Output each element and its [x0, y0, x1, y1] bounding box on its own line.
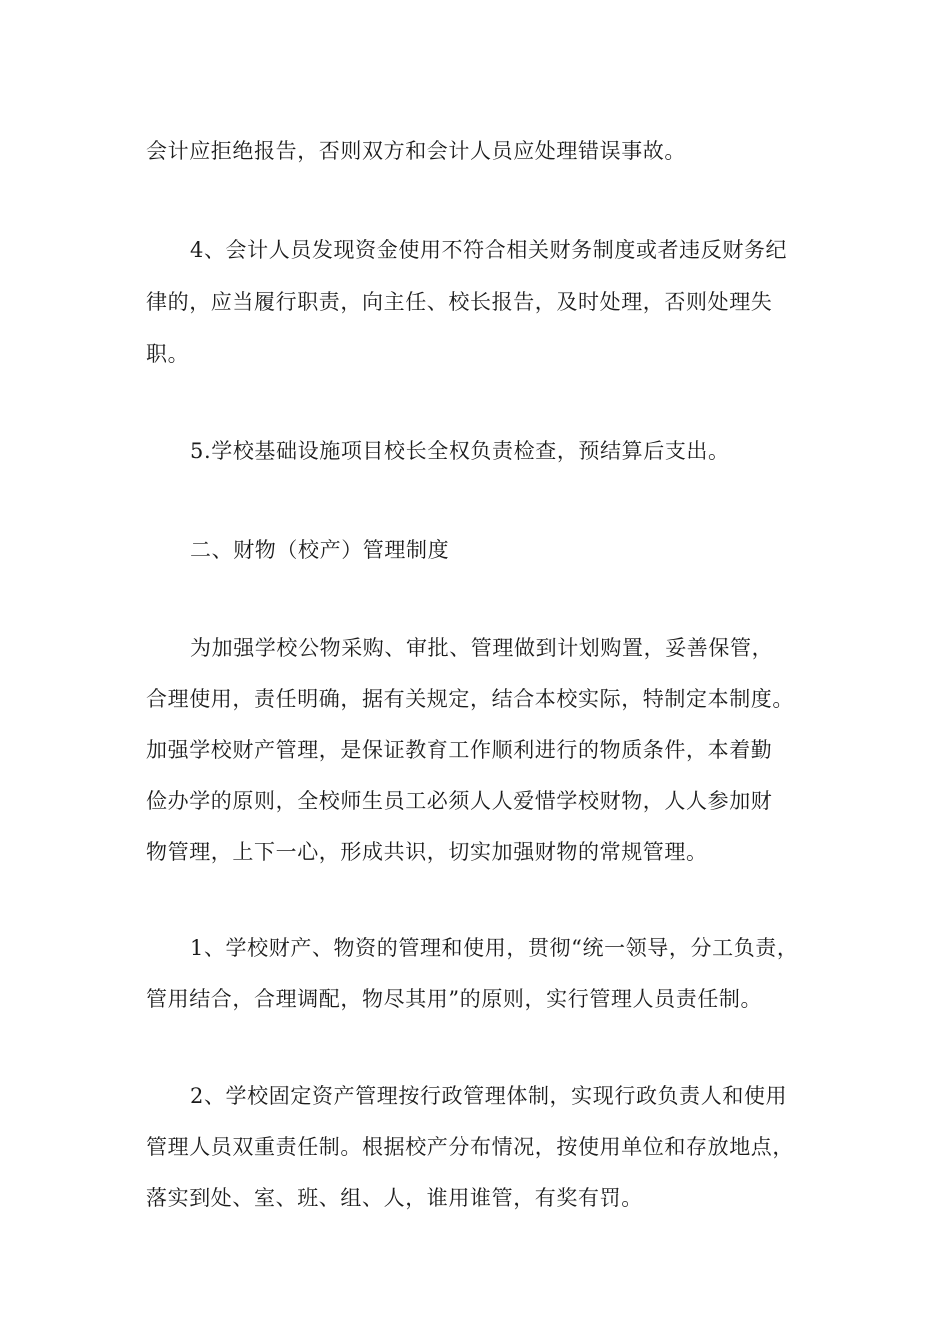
paragraph-rule-1-line-2: 管用结合，合理调配，物尽其用”的原则，实行管理人员责任制。 — [146, 987, 763, 1011]
paragraph-item-4-line-2: 律的，应当履行职责，向主任、校长报告，及时处理，否则处理失 — [146, 290, 773, 314]
paragraph-rule-2-line-1: 2、学校固定资产管理按行政管理体制，实现行政负责人和使用 — [190, 1084, 788, 1108]
paragraph-intro-line-1: 为加强学校公物采购、审批、管理做到计划购置，妥善保管， — [190, 636, 774, 660]
paragraph-item-4-line-1: 4、会计人员发现资金使用不符合相关财务制度或者违反财务纪 — [190, 238, 788, 262]
paragraph-intro-line-4: 俭办学的原则，全校师生员工必须人人爱惜学校财物，人人参加财 — [146, 789, 773, 813]
paragraph-intro-line-2: 合理使用，责任明确，据有关规定，结合本校实际，特制定本制度。 — [146, 687, 794, 711]
paragraph-rule-2-line-2: 管理人员双重责任制。根据校产分布情况，按使用单位和存放地点， — [146, 1135, 794, 1159]
paragraph-rule-1-line-1: 1、学校财产、物资的管理和使用，贯彻“统一领导，分工负责， — [190, 936, 799, 960]
paragraph-continuation-line-1: 会计应拒绝报告，否则双方和会计人员应处理错误事故。 — [146, 139, 686, 163]
paragraph-item-5-line-1: 5.学校基础设施项目校长全权负责检查，预结算后支出。 — [190, 439, 730, 463]
paragraph-intro-line-3: 加强学校财产管理，是保证教育工作顺利进行的物质条件，本着勤 — [146, 738, 773, 762]
paragraph-rule-2-line-3: 落实到处、室、班、组、人，谁用谁管，有奖有罚。 — [146, 1186, 643, 1210]
paragraph-intro-line-5: 物管理，上下一心，形成共识，切实加强财物的常规管理。 — [146, 840, 708, 864]
paragraph-item-4-line-3: 职。 — [146, 342, 190, 366]
section-heading-2: 二、财物（校产）管理制度 — [190, 538, 450, 562]
